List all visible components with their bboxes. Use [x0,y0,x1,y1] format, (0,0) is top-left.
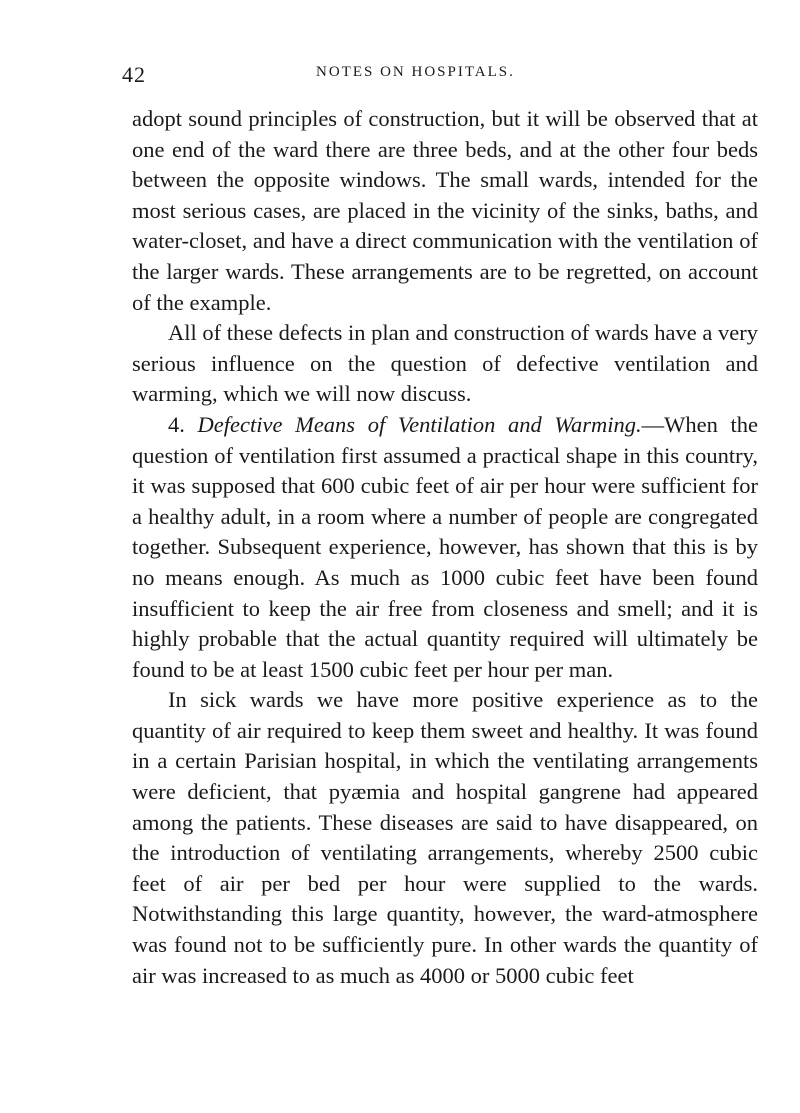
paragraph-2: All of these defects in plan and construction of wards have a very serious influence on the question of defective ventilation and warming, which we will now discuss. [132,320,758,407]
section-title: Defective Means of Ventilation and Warming. [197,411,642,437]
page-body [132,104,758,991]
section-number: 4. [168,411,185,437]
paragraph-1: adopt sound principles of construction, but it will be observed that at one end of the ward there are three beds, and at the other four beds between the opposite windows. The small wards, intended for the most serious cases, are placed in the vicinity of the sinks, baths, and water-closet, and have a direct communication with the ventilation of the larger wards. These arrangements are to be regretted, on account of the example. [132,106,758,315]
page-number: 42 [122,62,146,87]
running-head: NOTES ON HOSPITALS. [316,64,515,80]
paragraph-3-text: —When the question of ventilation first assumed a practical shape in this country, it was supposed that 600 cubic feet of air per hour were sufficient for a healthy adult, in a room where a number of people are congregated together. Subsequent experience, however, has shown that this is by no means enough. As much as 1000 cubic feet have been found insufficient to keep the air free from closeness and smell; and it is highly probable that the actual quantity required will ultimately be found to be at least 1500 cubic feet per hour per man. [132,411,758,682]
paragraph-3 [132,410,758,685]
paragraph-4: In sick wards we have more positive experience as to the quantity of air required to keep them sweet and healthy. It was found in a certain Parisian hospital, in which the ventilating arrangements were deficient, that pyæmia and hospital gangrene had appeared among the patients. These diseases are said to have disappeared, on the introduction of ventilating arrangements, whereby 2500 cubic feet of air per bed per hour were supplied to the wards. Notwithstanding this large quantity, however, the ward-atmosphere was found not to be sufficiently pure. In other wards the quantity of air was increased to as much as 4000 or 5000 cubic feet [132,687,758,988]
page-header [122,62,762,92]
